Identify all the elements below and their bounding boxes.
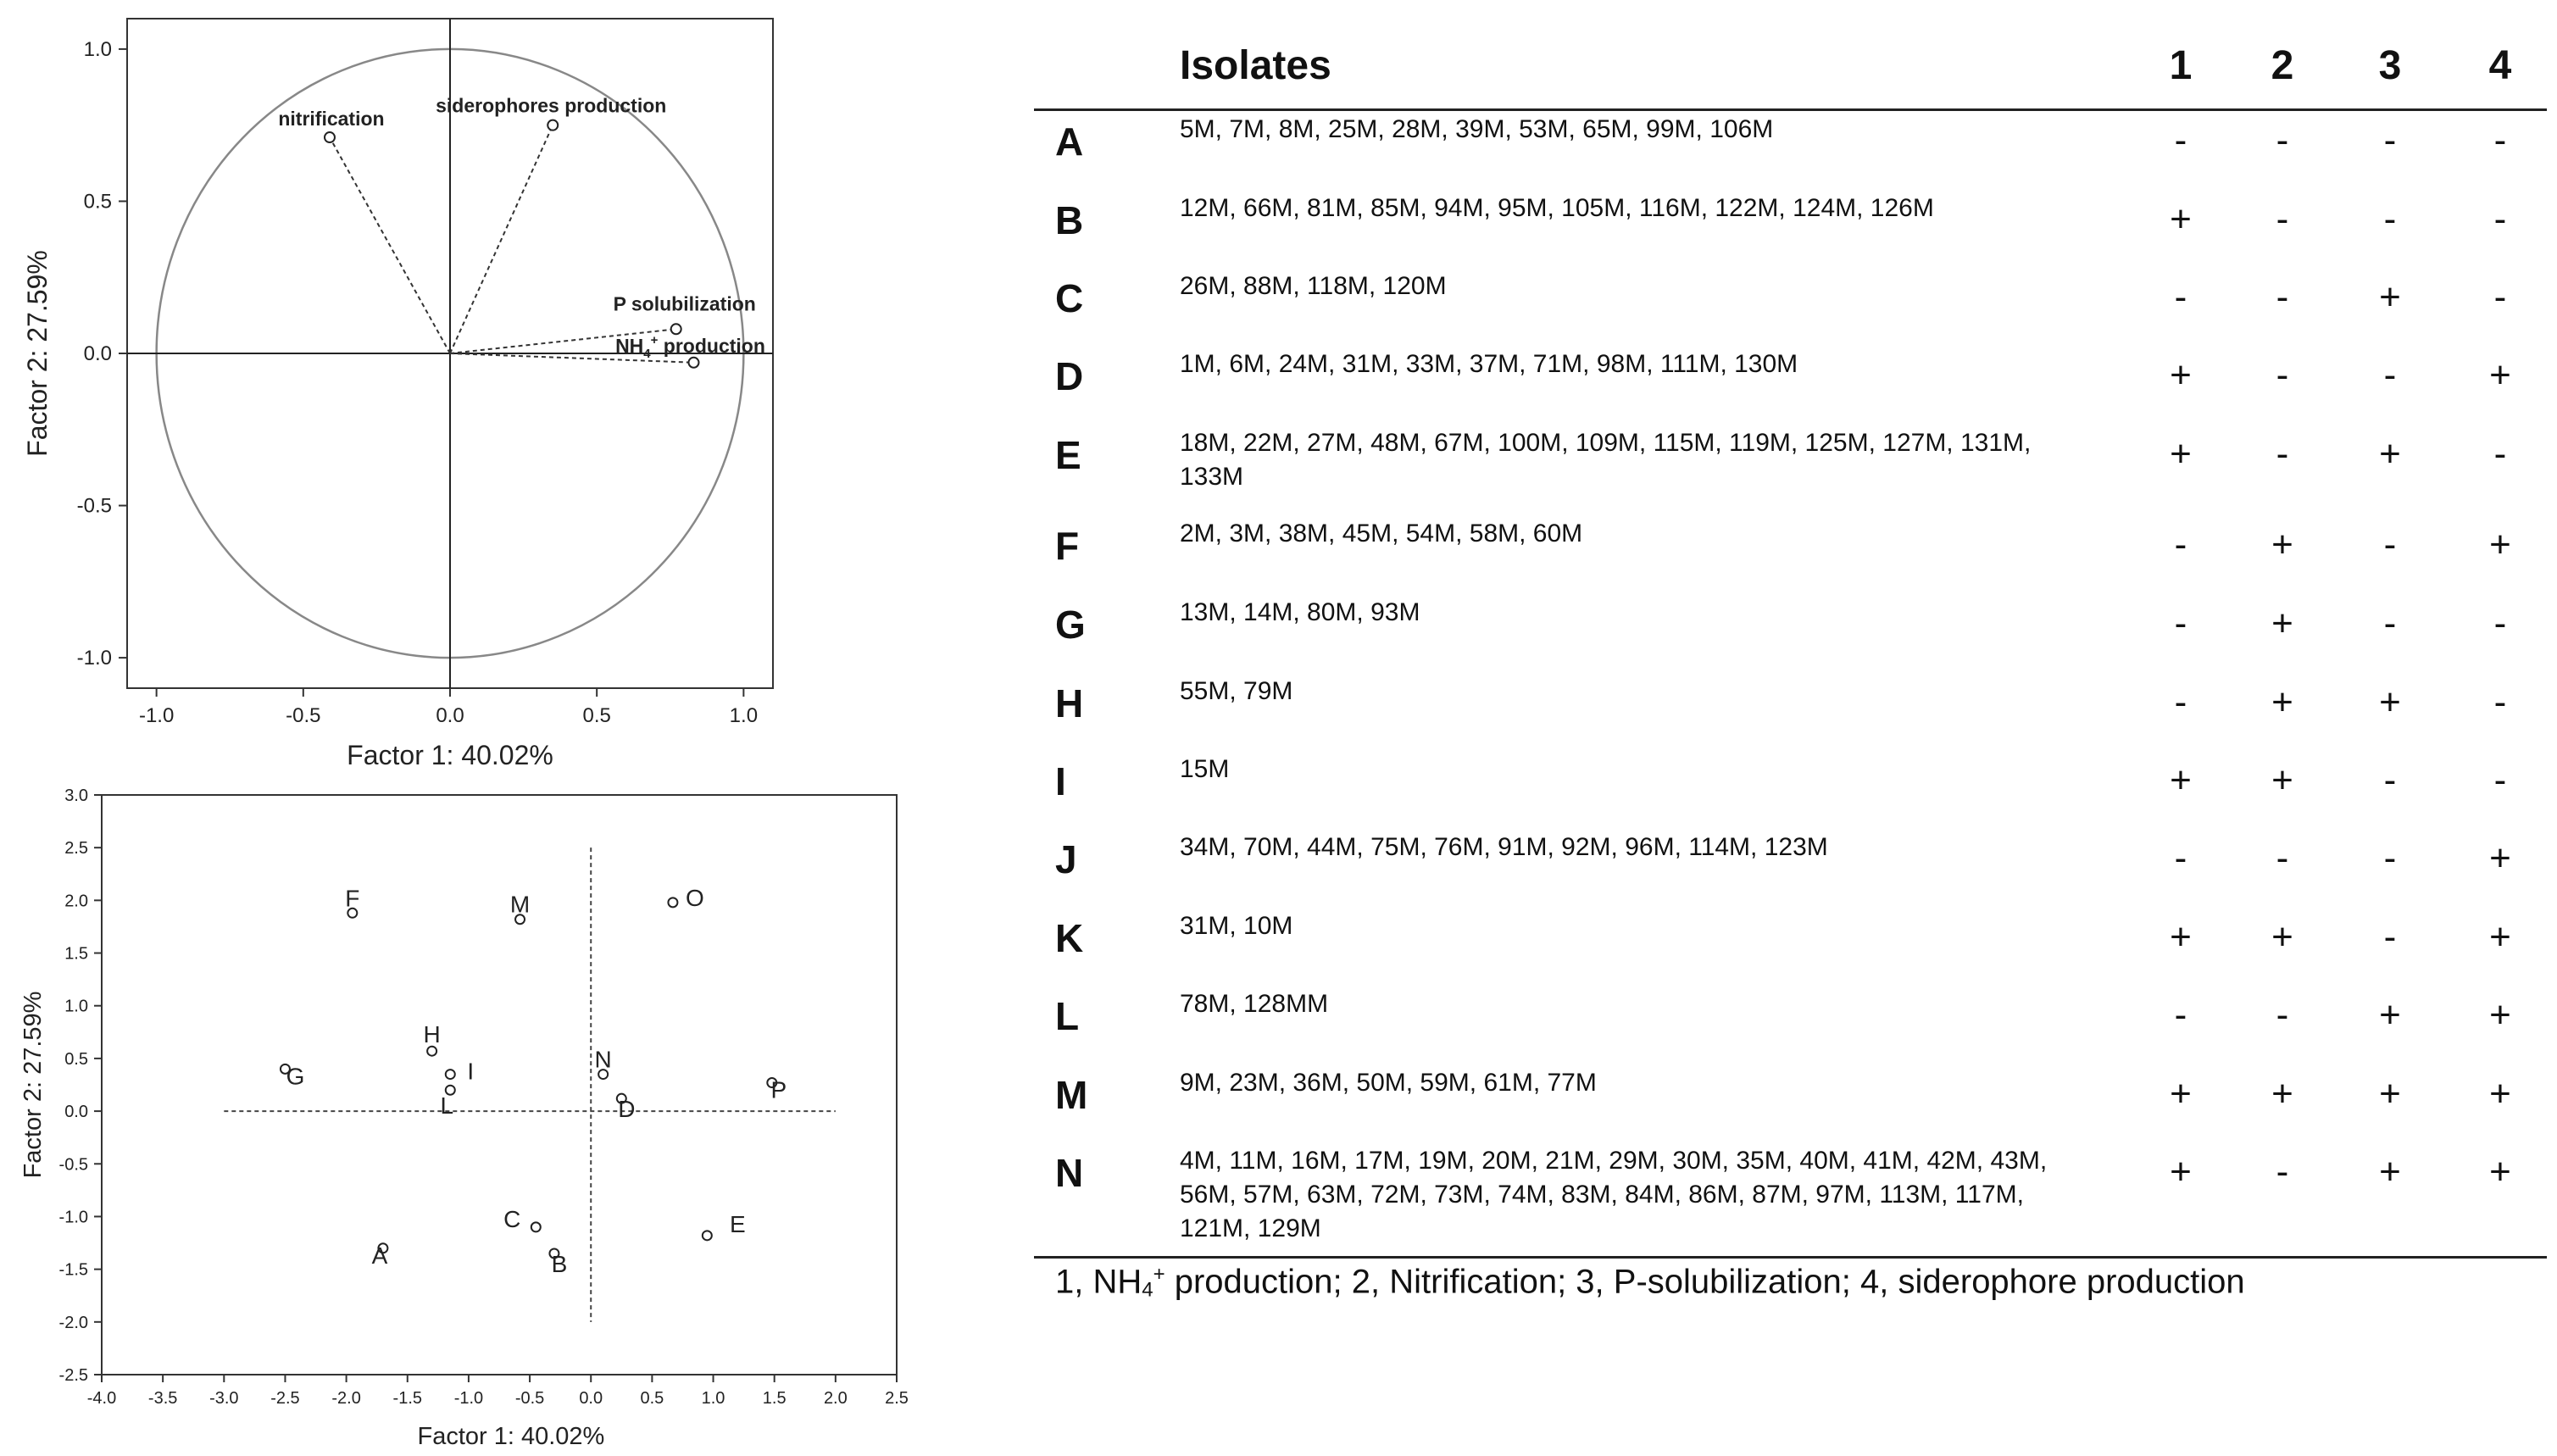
score-label-o: O <box>686 884 704 911</box>
score-label-p: P <box>770 1076 787 1103</box>
isolates-table <box>1034 0 2551 1356</box>
row-mark-col-4: + <box>2489 1073 2511 1114</box>
row-mark-col-3: + <box>2379 994 2401 1036</box>
row-isolates: 2M, 3M, 38M, 45M, 54M, 58M, 60M <box>1180 520 1583 547</box>
score-label-l: L <box>440 1092 454 1120</box>
x-tick-label: -1.5 <box>392 1389 423 1408</box>
row-mark-col-3: - <box>2383 916 2397 958</box>
row-isolates: 15M <box>1180 755 1230 783</box>
row-mark-col-4: - <box>2493 759 2507 801</box>
loading-point <box>325 132 335 142</box>
x-tick-label: -4.0 <box>86 1389 117 1408</box>
row-mark-col-4: + <box>2489 354 2511 396</box>
row-mark-col-1: - <box>2174 994 2187 1036</box>
row-mark-col-1: - <box>2174 681 2187 723</box>
x-tick-label: 1.0 <box>729 704 759 727</box>
row-letter: B <box>1055 198 1084 242</box>
header-col-3: 3 <box>2378 43 2402 88</box>
row-mark-col-2: + <box>2271 603 2293 644</box>
row-mark-col-4: - <box>2493 119 2507 161</box>
y-axis-label: Factor 2: 27.59% <box>22 250 53 457</box>
header-col-4: 4 <box>2488 43 2512 88</box>
row-mark-col-1: + <box>2170 1073 2192 1114</box>
row-mark-col-4: + <box>2489 1151 2511 1192</box>
header-isolates: Isolates <box>1180 43 1331 88</box>
row-mark-col-3: + <box>2379 1151 2401 1192</box>
row-mark-col-3: - <box>2383 603 2397 644</box>
row-isolates: 31M, 10M <box>1180 912 1293 940</box>
row-mark-col-2: + <box>2271 524 2293 565</box>
row-mark-col-3: + <box>2379 276 2401 318</box>
loading-vector <box>450 125 553 353</box>
loading-point <box>548 120 558 131</box>
row-mark-col-4: + <box>2489 916 2511 958</box>
row-mark-col-2: - <box>2276 119 2289 161</box>
row-mark-col-4: - <box>2493 276 2507 318</box>
y-tick-label: 0.5 <box>83 190 112 214</box>
row-mark-col-1: - <box>2174 603 2187 644</box>
row-isolates: 26M, 88M, 118M, 120M <box>1180 272 1447 300</box>
row-mark-col-2: - <box>2276 1151 2289 1192</box>
row-mark-col-1: + <box>2170 433 2192 475</box>
x-tick-label: 0.5 <box>640 1389 664 1408</box>
row-mark-col-1: + <box>2170 198 2192 240</box>
x-tick-label: -2.0 <box>331 1389 361 1408</box>
row-mark-col-1: - <box>2174 276 2187 318</box>
score-label-m: M <box>509 891 531 918</box>
y-tick-label: -0.5 <box>58 1155 88 1175</box>
score-point-h <box>427 1047 436 1056</box>
row-mark-col-1: - <box>2174 524 2187 565</box>
header-col-1: 1 <box>2169 43 2193 88</box>
row-letter: M <box>1055 1073 1088 1117</box>
x-axis-label: Factor 1: 40.02% <box>417 1423 605 1450</box>
x-axis-label: Factor 1: 40.02% <box>347 740 553 770</box>
row-mark-col-2: - <box>2276 276 2289 318</box>
y-tick-label: 1.0 <box>64 997 88 1016</box>
row-letter: A <box>1055 119 1084 164</box>
row-letter: D <box>1055 354 1084 398</box>
row-mark-col-3: - <box>2383 759 2397 801</box>
score-label-i: I <box>467 1058 475 1085</box>
x-tick-label: -3.0 <box>209 1389 239 1408</box>
bottom-rule <box>1034 1256 2547 1259</box>
score-point-c <box>531 1222 541 1231</box>
x-tick-label: 0.0 <box>579 1389 603 1408</box>
row-mark-col-2: + <box>2271 759 2293 801</box>
score-label-d: D <box>618 1096 636 1123</box>
score-label-c: C <box>503 1205 521 1232</box>
row-mark-col-2: - <box>2276 994 2289 1036</box>
row-isolates: 34M, 70M, 44M, 75M, 76M, 91M, 92M, 96M, 114M, 123M <box>1180 833 1828 861</box>
header-col-2: 2 <box>2271 43 2294 88</box>
loading-vector <box>450 353 693 363</box>
row-mark-col-3: + <box>2379 1073 2401 1114</box>
row-mark-col-3: + <box>2379 681 2401 723</box>
y-tick-label: 0.0 <box>64 1103 88 1122</box>
row-letter: L <box>1055 994 1080 1038</box>
score-label-n: N <box>594 1046 612 1073</box>
row-isolates: 4M, 11M, 16M, 17M, 19M, 20M, 21M, 29M, 30M, 35M, 40M, 41M, 42M, 43M, 56M, 57M, 63M, 72M, 73M, 74M, 83M, 84M, 86M, 87M, 97M, 113M, 117M, 121M, 129M <box>1180 1147 2048 1242</box>
y-tick-label: 0.5 <box>64 1049 88 1069</box>
x-tick-label: 2.5 <box>885 1389 909 1408</box>
row-isolates: 78M, 128MM <box>1180 990 1329 1018</box>
row-mark-col-4: - <box>2493 681 2507 723</box>
row-letter: I <box>1055 759 1066 803</box>
y-tick-label: 3.0 <box>64 786 88 805</box>
row-mark-col-1: - <box>2174 837 2187 879</box>
row-mark-col-4: + <box>2489 994 2511 1036</box>
row-mark-col-2: - <box>2276 198 2289 240</box>
x-tick-label: -0.5 <box>286 704 321 727</box>
row-isolates: 13M, 14M, 80M, 93M <box>1180 598 1420 626</box>
row-letter: K <box>1055 916 1084 960</box>
row-mark-col-4: - <box>2493 433 2507 475</box>
row-mark-col-3: - <box>2383 354 2397 396</box>
x-tick-label: 1.5 <box>762 1389 787 1408</box>
x-tick-label: 1.0 <box>701 1389 725 1408</box>
x-tick-label: 0.0 <box>436 704 464 727</box>
row-mark-col-4: + <box>2489 837 2511 879</box>
row-mark-col-1: + <box>2170 1151 2192 1192</box>
loading-point <box>671 324 681 334</box>
row-mark-col-1: + <box>2170 759 2192 801</box>
row-isolates: 55M, 79M <box>1180 677 1293 705</box>
row-isolates: 5M, 7M, 8M, 25M, 28M, 39M, 53M, 65M, 99M, 106M <box>1180 115 1774 143</box>
x-tick-label: 2.0 <box>823 1389 848 1408</box>
loading-label-p-solubilization: P solubilization <box>613 292 756 315</box>
x-tick-label: -3.5 <box>147 1389 178 1408</box>
row-mark-col-3: - <box>2383 524 2397 565</box>
row-mark-col-3: - <box>2383 837 2397 879</box>
y-tick-label: -1.5 <box>58 1260 88 1280</box>
row-mark-col-2: - <box>2276 354 2289 396</box>
row-letter: H <box>1055 681 1084 725</box>
row-mark-col-2: + <box>2271 916 2293 958</box>
row-mark-col-3: - <box>2383 119 2397 161</box>
row-mark-col-2: + <box>2271 681 2293 723</box>
score-point-e <box>703 1231 712 1240</box>
row-mark-col-3: - <box>2383 198 2397 240</box>
row-letter: J <box>1055 837 1077 881</box>
row-mark-col-4: - <box>2493 198 2507 240</box>
row-letter: G <box>1055 603 1086 647</box>
y-tick-label: -1.0 <box>76 647 112 670</box>
y-tick-label: 2.0 <box>64 892 88 911</box>
y-axis-label: Factor 2: 27.59% <box>19 991 47 1179</box>
row-mark-col-2: - <box>2276 433 2289 475</box>
x-tick-label: -1.0 <box>138 704 175 727</box>
y-tick-label: 0.0 <box>83 342 112 365</box>
row-isolates: 9M, 23M, 36M, 50M, 59M, 61M, 77M <box>1180 1069 1597 1097</box>
row-mark-col-2: - <box>2276 837 2289 879</box>
row-letter: F <box>1055 524 1080 568</box>
row-mark-col-4: + <box>2489 524 2511 565</box>
loading-plot <box>0 0 848 771</box>
loading-label-siderophores: siderophores production <box>436 94 667 117</box>
row-mark-col-3: + <box>2379 433 2401 475</box>
score-label-f: F <box>345 885 360 912</box>
row-mark-col-1: + <box>2170 916 2192 958</box>
score-plot <box>0 771 932 1456</box>
loading-point <box>688 358 698 368</box>
x-tick-label: -2.5 <box>270 1389 300 1408</box>
row-mark-col-4: - <box>2493 603 2507 644</box>
row-letter: C <box>1055 276 1084 320</box>
loading-label-nh4-production: $NH_4^+$ production <box>615 332 765 361</box>
row-letter: N <box>1055 1151 1084 1195</box>
loading-label-nitrification: nitrification <box>278 108 385 131</box>
score-label-h: H <box>423 1021 441 1048</box>
y-tick-label: -0.5 <box>76 494 112 518</box>
x-tick-label: 0.5 <box>582 704 611 727</box>
x-tick-label: -0.5 <box>514 1389 545 1408</box>
y-tick-label: -2.0 <box>58 1313 88 1332</box>
row-isolates: 18M, 22M, 27M, 48M, 67M, 100M, 109M, 115M, 119M, 125M, 127M, 131M, 133M <box>1180 429 2032 491</box>
row-mark-col-2: + <box>2271 1073 2293 1114</box>
row-letter: E <box>1055 433 1081 477</box>
table-footnote: 1, $NH_4^+$ production; 2, Nitrification; 3, P-solubilization; 4, siderophore production <box>1055 1263 2245 1302</box>
loading-vector <box>330 137 450 353</box>
y-tick-label: 1.0 <box>83 37 112 61</box>
y-tick-label: 1.5 <box>64 944 88 964</box>
y-tick-label: -2.5 <box>58 1366 88 1385</box>
score-point-o <box>668 897 677 907</box>
row-mark-col-1: + <box>2170 354 2192 396</box>
x-tick-label: -1.0 <box>453 1389 484 1408</box>
score-label-b: B <box>551 1250 568 1277</box>
row-isolates: 12M, 66M, 81M, 85M, 94M, 95M, 105M, 116M, 122M, 124M, 126M <box>1180 194 1934 222</box>
score-label-e: E <box>729 1210 746 1237</box>
header-rule <box>1034 108 2547 111</box>
score-label-g: G <box>286 1063 305 1090</box>
row-isolates: 1M, 6M, 24M, 31M, 33M, 37M, 71M, 98M, 111M, 130M <box>1180 350 1798 378</box>
row-mark-col-1: - <box>2174 119 2187 161</box>
y-tick-label: 2.5 <box>64 839 88 859</box>
score-point-i <box>446 1070 455 1079</box>
score-label-a: A <box>371 1242 388 1269</box>
y-tick-label: -1.0 <box>58 1208 88 1227</box>
